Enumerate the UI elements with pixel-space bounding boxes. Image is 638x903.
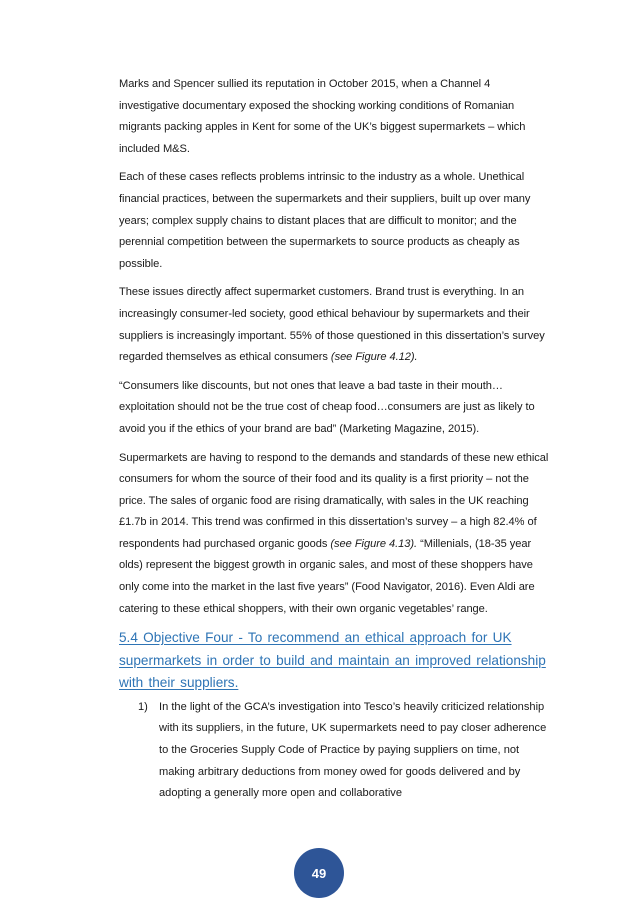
section-heading-objective-four: 5.4 Objective Four - To recommend an ethical approach for UK supermarkets in order to build and maintain an improved relationship with their suppliers. bbox=[119, 630, 546, 691]
paragraph-marks-and-spencer bbox=[119, 74, 551, 160]
paragraph-organic-sales bbox=[119, 448, 551, 621]
paragraph-text: “Consumers like discounts, but not ones that leave a bad taste in their mouth…exploitation should not be the true cost of cheap food…consumers are just as likely to avoid you if the ethics of your brand are bad” (Marketing Magazine, 2015). bbox=[119, 379, 535, 435]
figure-reference: (see Figure 4.12). bbox=[330, 351, 418, 364]
paragraph-brand-trust bbox=[119, 282, 551, 368]
paragraph-text: These issues directly affect supermarket customers. Brand trust is everything. In an increasingly consumer-led society, good ethical behaviour by supermarkets and their suppliers is increasingly important. 55% of those questioned in this dissertation’s survey regarded themselves as ethical consumers bbox=[119, 286, 545, 364]
paragraph-industry-problems bbox=[119, 167, 551, 275]
figure-reference: (see Figure 4.13). bbox=[330, 537, 418, 550]
page-content bbox=[119, 74, 551, 805]
list-item-number: 1) bbox=[138, 700, 148, 713]
page-number-badge: 49 bbox=[294, 848, 344, 898]
paragraph-text: Supermarkets are having to respond to the demands and standards of these new ethical consumers for whom the source of their food and its quality is a first priority – not the price. The sales of organic food are rising dramatically, with sales in the UK reaching £1.7b in 2014. This trend was confirmed in this dissertation’s survey – a high 82.4% of respondents had purchased organic goods bbox=[119, 451, 549, 550]
list-item-text: In the light of the GCA’s investigation into Tesco’s heavily criticized relationship with its suppliers, in the future, UK supermarkets need to pay closer adherence to the Groceries Supply Code of Practice by paying suppliers on time, not making arbitrary deductions from money owed for goods delivered and by adopting a generally more open and collaborative bbox=[159, 700, 547, 800]
paragraph-text: Each of these cases reflects problems intrinsic to the industry as a whole. Unethical financial practices, between the supermarkets and their suppliers, built up over many years; complex supply chains to distant places that are difficult to monitor; and the perennial competition between the supermarkets to source products as cheaply as possible. bbox=[119, 171, 531, 270]
recommendations-list bbox=[119, 697, 551, 805]
list-item bbox=[138, 697, 551, 805]
paragraph-text-continued: “Millenials, (18-35 year olds) represent the biggest growth in organic sales, and most of these shoppers have only come into the market in the last five years” (Food Navigator, 2016). Even Aldi are catering to these ethical shoppers, with their own organic vegetables’ range. bbox=[119, 537, 535, 615]
paragraph-marketing-quote bbox=[119, 376, 551, 441]
paragraph-text: Marks and Spencer sullied its reputation in October 2015, when a Channel 4 investigative documentary exposed the shocking working conditions of Romanian migrants packing apples in Kent for some of the UK’s biggest supermarkets – which included M&S. bbox=[119, 78, 526, 155]
